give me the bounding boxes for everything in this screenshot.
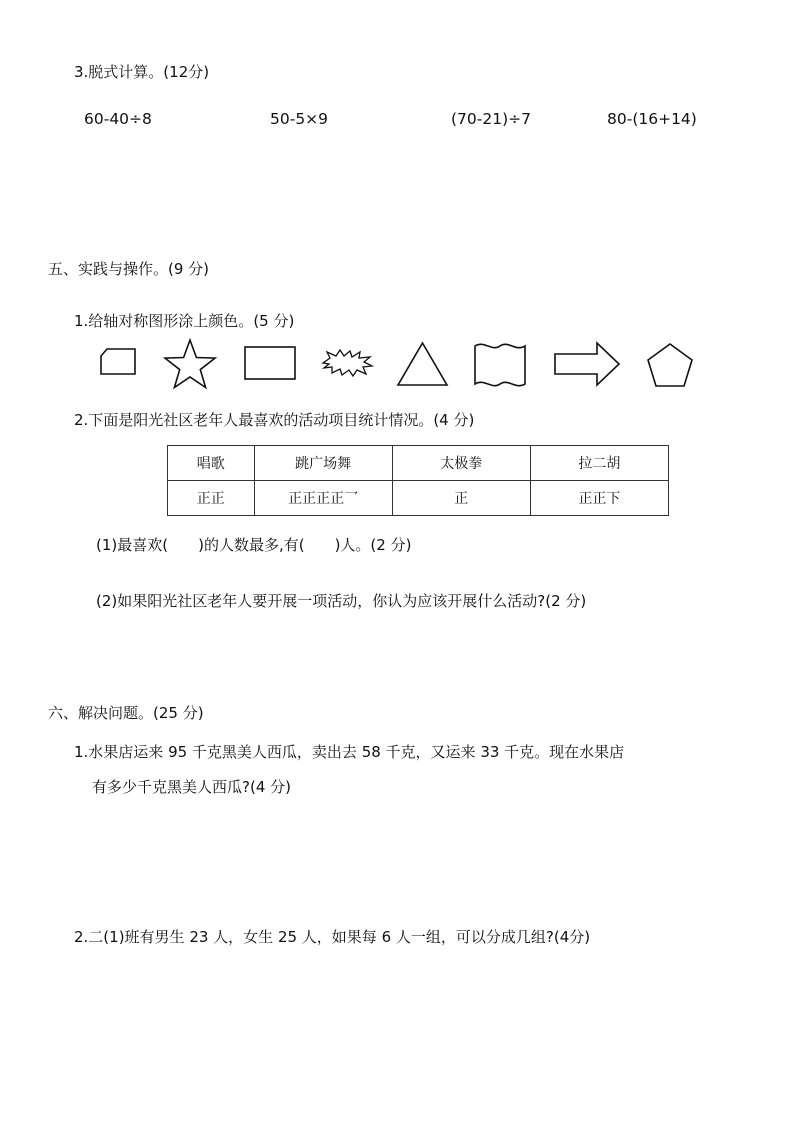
tally-cell: 正正下 xyxy=(530,481,668,516)
tally-cell: 正正正正乛 xyxy=(254,481,392,516)
s5-q2-sub2: (2)如果阳光社区老年人要开展一项活动，你认为应该开展什么活动?(2 分) xyxy=(96,592,587,610)
explosion-icon xyxy=(320,349,374,377)
trapezoid-icon xyxy=(98,345,140,377)
expression-2: 50-5×9 xyxy=(270,110,329,128)
wavy-flag-icon xyxy=(472,340,528,388)
s5-q2-title: 2.下面是阳光社区老年人最喜欢的活动项目统计情况。(4 分) xyxy=(74,411,475,429)
pentagon-icon xyxy=(645,341,695,389)
table-header-row xyxy=(168,446,669,481)
star-icon xyxy=(162,338,218,390)
header-cell: 唱歌 xyxy=(168,446,255,481)
section6-title: 六、解决问题。(25 分) xyxy=(48,704,204,722)
table-tally-row xyxy=(168,481,669,516)
tally-cell: 正正 xyxy=(168,481,255,516)
s5-q1-title: 1.给轴对称图形涂上颜色。(5 分) xyxy=(74,312,295,330)
activity-stats-table xyxy=(167,445,669,516)
arrow-icon xyxy=(552,340,622,388)
expression-1: 60-40÷8 xyxy=(84,110,152,128)
s6-q1-line2: 有多少千克黑美人西瓜?(4 分) xyxy=(92,778,291,796)
triangle-icon xyxy=(395,340,451,388)
expression-4: 80-(16+14) xyxy=(607,110,697,128)
rectangle-icon xyxy=(242,344,298,382)
header-cell: 太极拳 xyxy=(392,446,530,481)
s5-q2-sub1: (1)最喜欢( )的人数最多,有( )人。(2 分) xyxy=(96,536,412,554)
tally-cell: 正 xyxy=(392,481,530,516)
q3-title: 3.脱式计算。(12分) xyxy=(74,63,210,81)
header-cell: 跳广场舞 xyxy=(254,446,392,481)
s6-q2-text: 2.二(1)班有男生 23 人，女生 25 人，如果每 6 人一组，可以分成几组?(4分) xyxy=(74,928,591,946)
s6-q1-line1: 1.水果店运来 95 千克黑美人西瓜，卖出去 58 千克，又运来 33 千克。现在水果店 xyxy=(74,743,625,761)
expression-3: (70-21)÷7 xyxy=(451,110,531,128)
section5-title: 五、实践与操作。(9 分) xyxy=(48,260,210,278)
header-cell: 拉二胡 xyxy=(530,446,668,481)
